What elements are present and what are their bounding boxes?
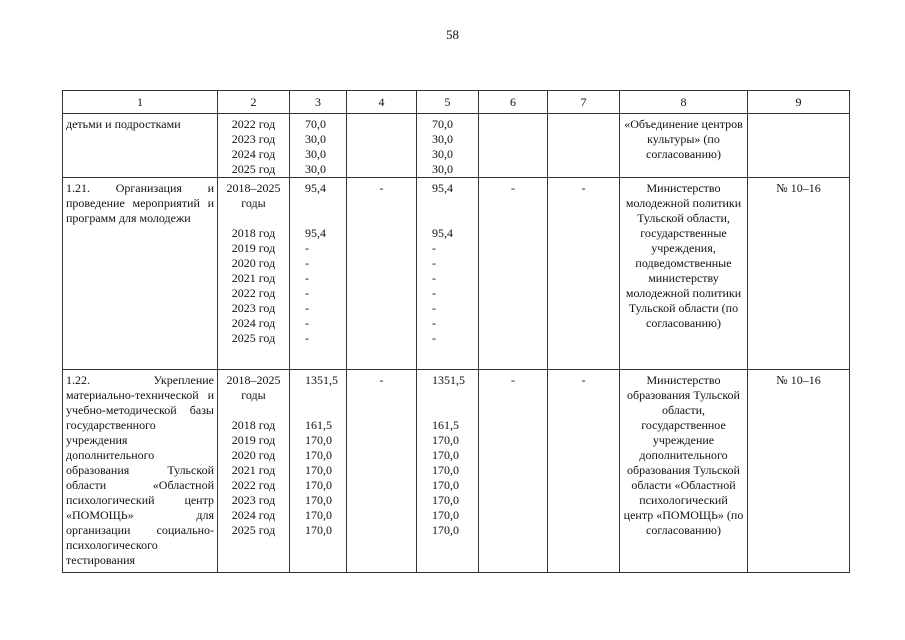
- table-row: [63, 370, 850, 573]
- total-value: 170,0: [305, 493, 332, 507]
- col6-cell: [479, 114, 548, 178]
- description-cell: 1.22. Укрепление материально-технической и учебно-методической базы государственного учреждения дополнительного образования Тульской области «Областной психологический центр «ПОМОЩЬ» для организации социально-психологического тестирования: [63, 370, 218, 573]
- period-col5: 1351,5: [432, 373, 465, 387]
- col5-value: 30,0: [432, 132, 453, 146]
- col5-value: -: [432, 316, 436, 330]
- total-value: 170,0: [305, 433, 332, 447]
- col5-value: -: [432, 271, 436, 285]
- year-label: 2022 год: [231, 286, 276, 300]
- total-value: 161,5: [305, 418, 332, 432]
- year-label: 2023 год: [231, 301, 276, 315]
- col4-cell: [347, 114, 417, 178]
- year-label: 2024 год: [231, 147, 276, 161]
- total-value: -: [305, 241, 309, 255]
- col5-value: 161,5: [432, 418, 459, 432]
- period-label: 2018–2025 годы: [226, 373, 281, 402]
- year-label: 2020 год: [231, 448, 276, 462]
- year-label: 2022 год: [231, 117, 276, 131]
- year-label: 2018 год: [231, 418, 276, 432]
- header-cell: 9: [748, 91, 850, 114]
- header-cell: 8: [620, 91, 748, 114]
- total-value: -: [305, 286, 309, 300]
- total-value: 70,0: [305, 117, 326, 131]
- total-value: 30,0: [305, 132, 326, 146]
- ref-cell: № 10–16: [748, 370, 850, 573]
- total-value: -: [305, 256, 309, 270]
- total-cell: [290, 178, 347, 370]
- total-cell: [290, 114, 347, 178]
- year-label: 2025 год: [231, 331, 276, 345]
- year-label: 2025 год: [231, 523, 276, 537]
- total-value: 170,0: [305, 478, 332, 492]
- header-cell: 2: [218, 91, 290, 114]
- year-label: 2023 год: [231, 493, 276, 507]
- col7-cell: [548, 114, 620, 178]
- description-cell: детьми и подростками: [63, 114, 218, 178]
- year-label: 2023 год: [231, 132, 276, 146]
- col5-cell: [417, 370, 479, 573]
- col5-value: 170,0: [432, 463, 459, 477]
- col5-value: 95,4: [432, 226, 453, 240]
- page-number: 58: [446, 27, 459, 42]
- col5-value: -: [432, 286, 436, 300]
- col4-cell: -: [347, 370, 417, 573]
- col5-value: -: [432, 301, 436, 315]
- total-value: -: [305, 301, 309, 315]
- header-cell: 4: [347, 91, 417, 114]
- period-col5: 95,4: [432, 181, 453, 195]
- col5-value: 170,0: [432, 448, 459, 462]
- total-value: 30,0: [305, 162, 326, 176]
- col6-cell: -: [479, 370, 548, 573]
- table-header-row: [63, 91, 850, 114]
- table-row: [63, 178, 850, 370]
- period-label: 2018–2025 годы: [226, 181, 281, 210]
- total-value: -: [305, 271, 309, 285]
- col5-value: 170,0: [432, 508, 459, 522]
- col7-cell: -: [548, 370, 620, 573]
- ref-cell: № 10–16: [748, 178, 850, 370]
- year-label: 2024 год: [231, 316, 276, 330]
- header-cell: 6: [479, 91, 548, 114]
- executor-cell: «Объединение центров культуры» (по согласованию): [620, 114, 748, 178]
- header-cell: 5: [417, 91, 479, 114]
- col5-value: -: [432, 331, 436, 345]
- col5-value: 30,0: [432, 147, 453, 161]
- total-value: 170,0: [305, 523, 332, 537]
- years-cell: [218, 370, 290, 573]
- header-cell: 3: [290, 91, 347, 114]
- total-cell: [290, 370, 347, 573]
- col6-cell: -: [479, 178, 548, 370]
- total-value: 170,0: [305, 463, 332, 477]
- year-label: 2025 год: [231, 162, 276, 176]
- col5-value: -: [432, 241, 436, 255]
- col5-value: 170,0: [432, 493, 459, 507]
- period-total: 1351,5: [305, 373, 338, 387]
- executor-cell: Министерство молодежной политики Тульской области, государственные учреждения, подведомственные министерству молодежной политики Тульской области (по согласованию): [620, 178, 748, 370]
- year-label: 2021 год: [231, 463, 276, 477]
- total-value: 30,0: [305, 147, 326, 161]
- table-row: [63, 114, 850, 178]
- col5-value: -: [432, 256, 436, 270]
- col5-value: 170,0: [432, 523, 459, 537]
- header-cell: 1: [63, 91, 218, 114]
- col5-value: 170,0: [432, 433, 459, 447]
- period-total: 95,4: [305, 181, 326, 195]
- col5-cell: [417, 178, 479, 370]
- total-value: -: [305, 331, 309, 345]
- col4-cell: -: [347, 178, 417, 370]
- year-label: 2024 год: [231, 508, 276, 522]
- col5-cell: [417, 114, 479, 178]
- col5-value: 30,0: [432, 162, 453, 176]
- description-cell: 1.21. Организация и проведение мероприятий и программ для молодежи: [63, 178, 218, 370]
- executor-cell: Министерство образования Тульской области, государственное учреждение дополнительного образования Тульской области «Областной психологический центр «ПОМОЩЬ» (по согласованию): [620, 370, 748, 573]
- year-label: 2019 год: [231, 241, 276, 255]
- ref-cell: [748, 114, 850, 178]
- header-cell: 7: [548, 91, 620, 114]
- year-label: 2018 год: [231, 226, 276, 240]
- col5-value: 170,0: [432, 478, 459, 492]
- year-label: 2020 год: [231, 256, 276, 270]
- total-value: 95,4: [305, 226, 326, 240]
- year-label: 2022 год: [231, 478, 276, 492]
- total-value: 170,0: [305, 508, 332, 522]
- program-table: [62, 90, 850, 573]
- years-cell: [218, 114, 290, 178]
- year-label: 2019 год: [231, 433, 276, 447]
- total-value: 170,0: [305, 448, 332, 462]
- years-cell: [218, 178, 290, 370]
- year-label: 2021 год: [231, 271, 276, 285]
- col5-value: 70,0: [432, 117, 453, 131]
- total-value: -: [305, 316, 309, 330]
- col7-cell: -: [548, 178, 620, 370]
